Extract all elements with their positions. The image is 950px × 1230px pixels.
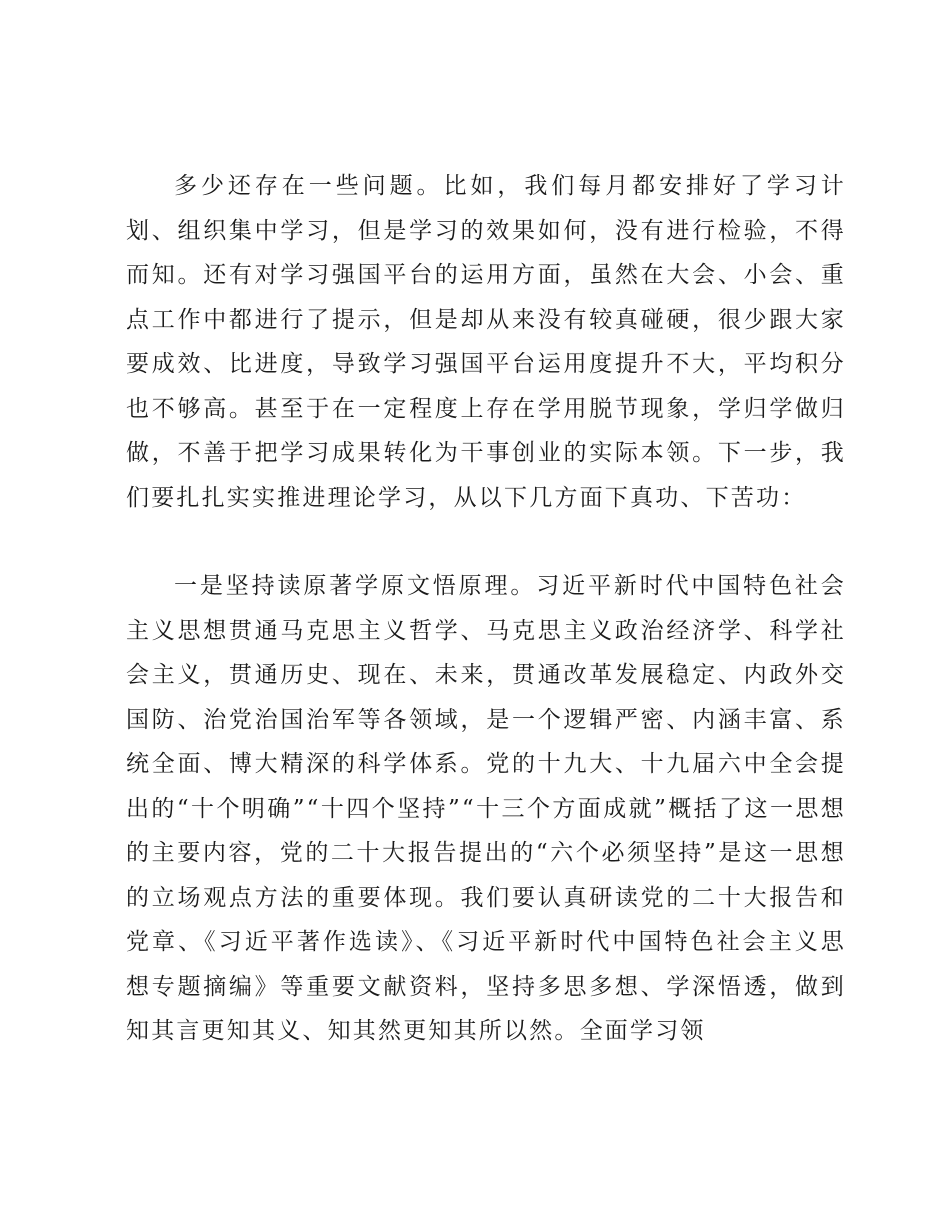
paragraph-2: 一是坚持读原著学原文悟原理。习近平新时代中国特色社会主义思想贯通马克思主义哲学、马克思主义政治经济学、科学社会主义，贯通历史、现在、未来，贯通改革发展稳定、内政外交国防、治党治国治军等各领域，是一个逻辑严密、内涵丰富、系统全面、博大精深的科学体系。党的十九大、十九届六中全会提出的“十个明确”“十四个坚持”“十三个方面成就”概括了这一思想的主要内容，党的二十大报告提出的“六个必须坚持”是这一思想的立场观点方法的重要体现。我们要认真研读党的二十大报告和党章、《习近平著作选读》、《习近平新时代中国特色社会主义思想专题摘编》等重要文献资料，坚持多思多想、学深悟透，做到知其言更知其义、知其然更知其所以然。全面学习领 [126,573,846,1044]
body-text [126,164,846,1054]
paragraph-1: 多少还存在一些问题。比如，我们每月都安排好了学习计划、组织集中学习，但是学习的效果如何，没有进行检验，不得而知。还有对学习强国平台的运用方面，虽然在大会、小会、重点工作中都进行了提示，但是却从来没有较真碰硬，很少跟大家要成效、比进度，导致学习强国平台运用度提升不大，平均积分也不够高。甚至于在一定程度上存在学用脱节现象，学归学做归做，不善于把学习成果转化为干事创业的实际本领。下一步，我们要扎扎实实推进理论学习，从以下几方面下真功、下苦功： [126,173,846,511]
